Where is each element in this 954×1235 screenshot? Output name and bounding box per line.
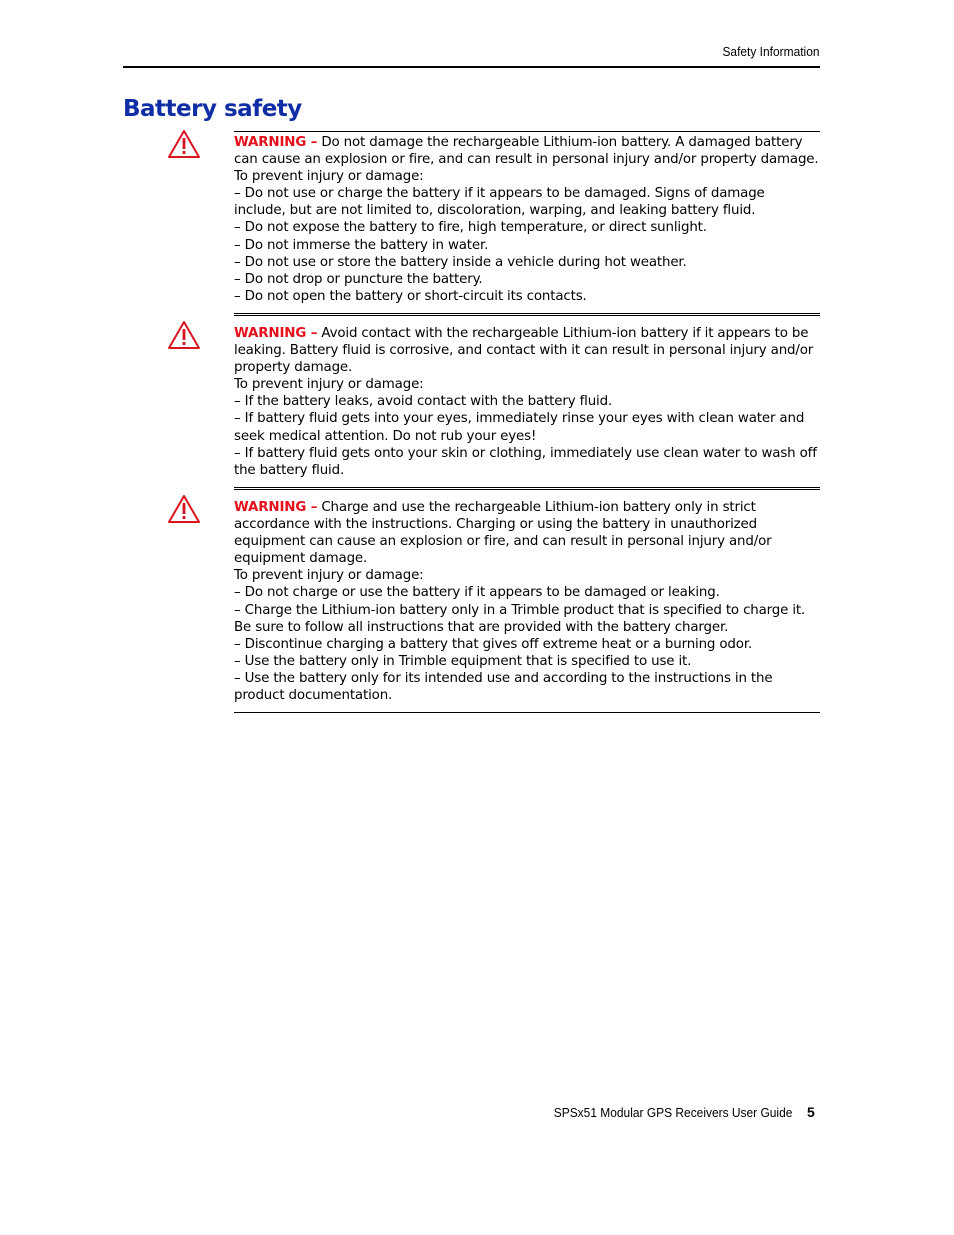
warning-triangle-icon <box>167 320 201 350</box>
page-title: Battery safety <box>123 96 302 122</box>
warning-intro: WARNING – Do not damage the rechargeable Lithium-ion battery. A damaged battery can cause an explosion or fire, and can result in personal injury and/or property damage. <box>234 135 819 168</box>
footer-guide-title: SPSx51 Modular GPS Receivers User Guide <box>553 1105 792 1120</box>
warning-label: WARNING – <box>234 135 318 150</box>
warning-top-rule <box>234 131 820 132</box>
warning-text <box>234 499 820 704</box>
warning-line: – If the battery leaks, avoid contact with the battery fluid. <box>234 394 613 410</box>
warning-line: – Do not use or charge the battery if it appears to be damaged. Signs of damage include, but are not limited to, discoloration, warping, and leaking battery fluid. <box>234 186 765 219</box>
warning-line: – Do not use or store the battery inside a vehicle during hot weather. <box>234 254 687 270</box>
warning-line: – Do not drop or puncture the battery. <box>234 271 483 287</box>
warning-text <box>234 134 820 305</box>
warning-intro: WARNING – Charge and use the rechargeable Lithium-ion battery only in strict accordance with the instructions. Charging or using the battery in unauthorized equipment can cause an explosion or fire, and can result in personal injury and/or equipment damage. <box>234 500 772 567</box>
warning-line: To prevent injury or damage: <box>234 377 424 393</box>
warning-line: To prevent injury or damage: <box>234 169 424 185</box>
warning-line: – If battery fluid gets onto your skin or clothing, immediately use clean water to wash off the battery fluid. <box>234 445 817 478</box>
warning-line: – Do not charge or use the battery if it appears to be damaged or leaking. <box>234 585 720 601</box>
warning-line: – Do not expose the battery to fire, high temperature, or direct sunlight. <box>234 220 707 236</box>
warning-line: – If battery fluid gets into your eyes, immediately rinse your eyes with clean water and seek medical attention. Do not rub your eyes! <box>234 411 805 444</box>
page-number: 5 <box>807 1104 815 1120</box>
warning-bottom-rule <box>234 712 820 713</box>
warning-label: WARNING – <box>234 500 318 515</box>
header-rule <box>123 66 820 68</box>
warning-line: To prevent injury or damage: <box>234 568 424 584</box>
warning-line: – Discontinue charging a battery that gives off extreme heat or a burning odor. <box>234 636 753 652</box>
warning-text <box>234 325 820 479</box>
warning-line: – Charge the Lithium-ion battery only in a Trimble product that is specified to charge it. Be sure to follow all instructions that are provided with the battery charger. <box>234 602 806 635</box>
warning-line: – Use the battery only in Trimble equipment that is specified to use it. <box>234 653 692 669</box>
warning-top-rule <box>234 313 820 316</box>
warning-intro: WARNING – Avoid contact with the rechargeable Lithium-ion battery if it appears to be leaking. Battery fluid is corrosive, and contact with it can result in personal injury and/or property damage. <box>234 326 814 376</box>
warning-triangle-icon <box>167 494 201 524</box>
warning-line: – Use the battery only for its intended use and according to the instructions in the product documentation. <box>234 670 773 704</box>
header-section-title: Safety Information <box>721 44 819 59</box>
warning-label: WARNING – <box>234 326 318 341</box>
warning-line: – Do not immerse the battery in water. <box>234 237 489 253</box>
warning-top-rule <box>234 487 820 490</box>
warning-triangle-icon <box>167 129 201 159</box>
warning-line: – Do not open the battery or short-circuit its contacts. <box>234 288 587 304</box>
